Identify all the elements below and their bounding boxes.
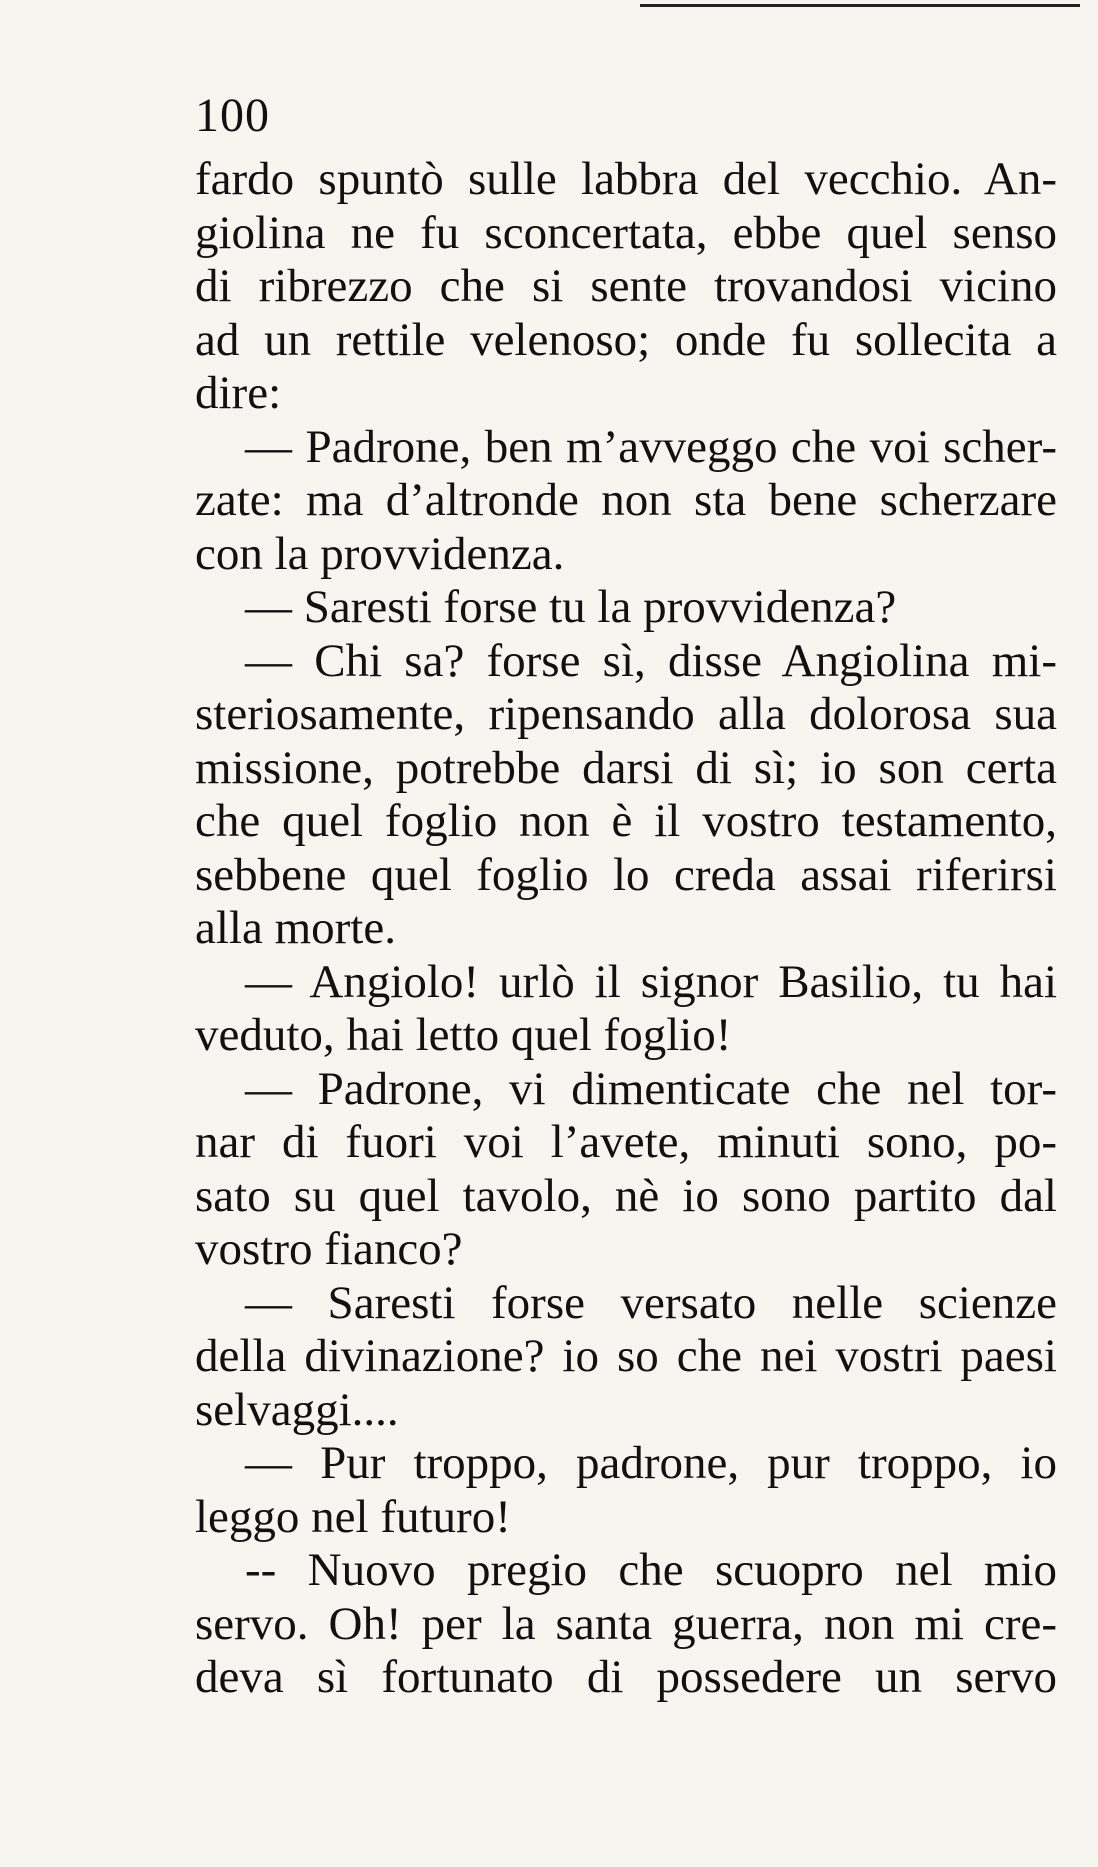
text-line: con la provvidenza. <box>195 527 565 580</box>
text-line: nar di fuori voi l’avete, minuti sono, po- <box>195 1116 1057 1168</box>
text-line: — Chi sa? forse sì, disse Angiolina mi- <box>245 634 1057 687</box>
text-line: — Saresti forse tu la provvidenza? <box>245 581 897 633</box>
text-line: vostro fianco? <box>195 1223 463 1275</box>
text-line: alla morte. <box>195 902 396 954</box>
text-line: -- Nuovo pregio che scuopro nel mio <box>245 1544 1057 1596</box>
text-line: sato su quel tavolo, nè io sono partito dal <box>195 1169 1057 1222</box>
text-line: deva sì fortunato di possedere un servo <box>195 1651 1057 1703</box>
text-line: dire: <box>195 367 282 419</box>
text-line: sebbene quel foglio lo creda assai riferirsi <box>195 848 1057 901</box>
text-line: — Saresti forse versato nelle scienze <box>245 1276 1057 1329</box>
text-line: — Padrone, vi dimenticate che nel tor- <box>245 1062 1057 1115</box>
text-line: giolina ne fu sconcertata, ebbe quel senso <box>195 206 1057 259</box>
text-line: selvaggi.... <box>195 1383 399 1436</box>
text-line: fardo spuntò sulle labbra del vecchio. An- <box>195 153 1057 205</box>
text-line: veduto, hai letto quel foglio! <box>195 1009 732 1061</box>
top-edge-rule <box>640 4 1080 7</box>
text-line: — Padrone, ben m’avveggo che voi scher- <box>245 420 1057 473</box>
text-line: — Pur troppo, padrone, pur troppo, io <box>245 1437 1057 1489</box>
text-line: che quel foglio non è il vostro testamento, <box>195 795 1057 847</box>
text-line: missione, potrebbe darsi di sì; io son certa <box>195 741 1057 794</box>
text-line: leggo nel futuro! <box>195 1490 511 1543</box>
text-line: zate: ma d’altronde non sta bene scherzare <box>195 474 1057 526</box>
text-line: di ribrezzo che si sente trovandosi vicino <box>195 260 1057 312</box>
text-line: servo. Oh! per la santa guerra, non mi cre- <box>195 1597 1057 1650</box>
text-line: ad un rettile velenoso; onde fu sollecita a <box>195 313 1057 366</box>
body-text <box>195 153 1057 1705</box>
text-line: — Angiolo! urlò il signor Basilio, tu hai <box>245 955 1057 1008</box>
text-line: steriosamente, ripensando alla dolorosa sua <box>195 688 1057 740</box>
text-line: della divinazione? io so che nei vostri paesi <box>195 1330 1057 1382</box>
page-number: 100 <box>195 89 270 142</box>
